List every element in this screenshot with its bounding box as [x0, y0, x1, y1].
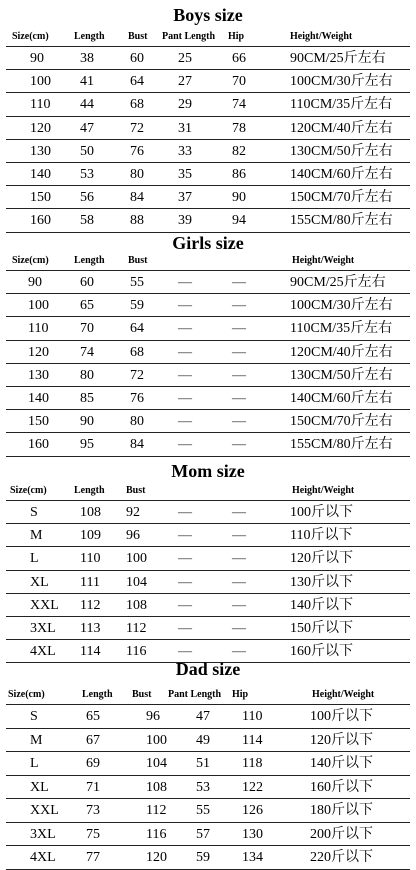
table-cell: —: [178, 621, 192, 636]
table-cell: 160斤以下: [290, 644, 353, 660]
table-cell: 100: [28, 298, 49, 314]
table-cell: 68: [130, 97, 144, 113]
table-cell: 120CM/40斤左右: [290, 344, 393, 360]
table-cell: 100斤以下: [290, 505, 353, 520]
table-cell: 140斤以下: [290, 597, 353, 613]
table-cell: —: [178, 551, 192, 567]
table-cell: 75: [86, 826, 100, 842]
table-cell: 120斤以下: [310, 732, 373, 748]
girls-header-row: [0, 252, 416, 270]
row-divider: [6, 185, 410, 186]
column-header: Size(cm): [8, 689, 45, 700]
header-divider: [6, 704, 410, 705]
table-cell: 4XL: [30, 850, 56, 865]
column-header: Size(cm): [10, 485, 47, 496]
table-cell: 80: [130, 414, 144, 430]
table-cell: 76: [130, 143, 144, 159]
table-cell: 44: [80, 97, 94, 113]
table-cell: 140CM/60斤左右: [290, 391, 393, 406]
table-cell: 110: [30, 97, 51, 113]
table-cell: —: [232, 551, 246, 567]
table-cell: 57: [196, 826, 210, 842]
row-divider: [6, 316, 410, 317]
boys-table-title: Boys size: [173, 5, 243, 25]
table-cell: S: [30, 709, 38, 724]
row-divider: [6, 386, 410, 387]
table-cell: 140: [30, 167, 51, 182]
table-cell: 220斤以下: [310, 850, 373, 865]
table-cell: —: [232, 597, 246, 613]
table-row: [0, 754, 416, 775]
table-row: [0, 343, 416, 363]
table-cell: 118: [242, 756, 263, 771]
table-cell: 160: [28, 437, 49, 453]
dad-header-row: [0, 686, 416, 704]
table-cell: 130CM/50斤左右: [290, 367, 393, 383]
table-row: [0, 389, 416, 409]
table-cell: 29: [178, 97, 192, 113]
table-cell: 111: [80, 574, 100, 590]
table-cell: 130: [30, 143, 51, 159]
table-cell: 47: [196, 709, 210, 724]
table-cell: 59: [196, 850, 210, 865]
table-cell: 134: [242, 850, 263, 865]
table-cell: —: [178, 597, 192, 613]
table-row: [0, 619, 416, 639]
table-cell: —: [232, 574, 246, 590]
table-row: [0, 731, 416, 752]
column-header: Pant Length: [162, 31, 216, 42]
table-row: [0, 596, 416, 616]
table-cell: 3XL: [30, 621, 56, 636]
table-cell: 104: [146, 756, 167, 771]
row-divider: [6, 798, 410, 799]
table-cell: —: [178, 505, 192, 520]
table-cell: 155CM/80斤左右: [290, 437, 393, 453]
table-cell: L: [30, 551, 39, 567]
table-cell: —: [178, 414, 192, 430]
header-divider: [6, 270, 410, 271]
column-header: Length: [74, 31, 105, 42]
table-cell: 70: [80, 321, 94, 337]
row-divider: [6, 456, 410, 457]
table-cell: 49: [196, 732, 210, 748]
table-cell: —: [232, 505, 246, 520]
table-cell: 150: [30, 190, 51, 206]
table-cell: 122: [242, 779, 263, 795]
table-cell: 126: [242, 803, 263, 818]
table-cell: 72: [130, 120, 144, 136]
table-cell: 140CM/60斤左右: [290, 167, 393, 182]
table-cell: 112: [146, 803, 167, 818]
table-cell: 53: [80, 167, 94, 182]
column-header: Hip: [232, 689, 249, 700]
table-cell: 64: [130, 321, 144, 337]
table-cell: 59: [130, 298, 144, 314]
row-divider: [6, 139, 410, 140]
table-cell: —: [178, 298, 192, 314]
row-divider: [6, 775, 410, 776]
table-cell: 60: [80, 275, 94, 290]
table-cell: 38: [80, 51, 94, 66]
table-cell: 104: [126, 574, 147, 590]
table-cell: —: [178, 321, 192, 337]
table-row: [0, 707, 416, 728]
table-cell: 69: [86, 756, 100, 771]
row-divider: [6, 523, 410, 524]
table-cell: 4XL: [30, 644, 56, 660]
table-cell: 56: [80, 190, 94, 206]
table-row: [0, 503, 416, 523]
table-cell: 58: [80, 213, 94, 229]
table-cell: 55: [130, 275, 144, 290]
table-row: [0, 296, 416, 316]
table-cell: 67: [86, 732, 100, 748]
table-cell: 160斤以下: [310, 779, 373, 795]
table-cell: 37: [178, 190, 192, 206]
column-header: Length: [74, 255, 105, 266]
table-cell: 100: [146, 732, 167, 748]
row-divider: [6, 92, 410, 93]
table-cell: —: [232, 621, 246, 636]
table-cell: 80: [130, 167, 144, 182]
table-row: [0, 95, 416, 115]
table-cell: S: [30, 505, 38, 520]
column-header: Size(cm): [12, 31, 49, 42]
table-cell: 88: [130, 213, 144, 229]
table-cell: 100CM/30斤左右: [290, 298, 393, 314]
table-cell: 90: [80, 414, 94, 430]
table-cell: 64: [130, 74, 144, 90]
row-divider: [6, 822, 410, 823]
table-row: [0, 412, 416, 432]
table-cell: 130: [28, 367, 49, 383]
table-cell: XL: [30, 574, 49, 590]
table-cell: L: [30, 756, 39, 771]
table-cell: 86: [232, 167, 246, 182]
table-cell: 41: [80, 74, 94, 90]
table-cell: 200斤以下: [310, 826, 373, 842]
row-divider: [6, 293, 410, 294]
table-cell: 71: [86, 779, 100, 795]
table-cell: 77: [86, 850, 100, 865]
row-divider: [6, 751, 410, 752]
table-cell: 92: [126, 505, 140, 520]
table-cell: 114: [242, 732, 263, 748]
table-row: [0, 72, 416, 92]
table-cell: 82: [232, 143, 246, 159]
table-cell: —: [232, 414, 246, 430]
table-cell: —: [232, 275, 246, 290]
table-cell: 33: [178, 143, 192, 159]
table-cell: 113: [80, 621, 101, 636]
row-divider: [6, 208, 410, 209]
column-header: Height/Weight: [292, 485, 355, 496]
table-cell: 120斤以下: [290, 551, 353, 567]
column-header: Pant Length: [168, 689, 222, 700]
table-row: [0, 848, 416, 869]
column-header: Length: [74, 485, 105, 496]
table-cell: 65: [80, 298, 94, 314]
table-cell: 84: [130, 190, 144, 206]
table-row: [0, 573, 416, 593]
row-divider: [6, 363, 410, 364]
table-cell: 110CM/35斤左右: [290, 321, 393, 337]
table-cell: 72: [130, 367, 144, 383]
table-cell: 68: [130, 344, 144, 360]
table-cell: 27: [178, 74, 192, 90]
table-cell: 116: [126, 644, 147, 660]
table-cell: 90: [30, 51, 44, 66]
row-divider: [6, 162, 410, 163]
table-cell: 84: [130, 437, 144, 453]
table-cell: 55: [196, 803, 210, 818]
table-cell: 140: [28, 391, 49, 406]
table-cell: 35: [178, 167, 192, 182]
mom-header-row: [0, 482, 416, 500]
row-divider: [6, 728, 410, 729]
column-header: Height/Weight: [292, 255, 355, 266]
table-row: [0, 319, 416, 339]
table-row: [0, 273, 416, 293]
table-cell: —: [178, 574, 192, 590]
table-row: [0, 142, 416, 162]
table-cell: —: [178, 391, 192, 406]
row-divider: [6, 845, 410, 846]
table-cell: —: [178, 275, 192, 290]
table-cell: —: [232, 437, 246, 453]
table-cell: —: [232, 321, 246, 337]
table-cell: —: [232, 298, 246, 314]
table-cell: 150CM/70斤左右: [290, 190, 393, 206]
table-cell: 100CM/30斤左右: [290, 74, 393, 90]
table-cell: —: [178, 528, 192, 544]
table-cell: 120: [146, 850, 167, 865]
table-row: [0, 49, 416, 69]
row-divider: [6, 546, 410, 547]
row-divider: [6, 409, 410, 410]
table-cell: 110: [242, 709, 263, 724]
table-row: [0, 435, 416, 455]
table-cell: —: [178, 344, 192, 360]
table-row: [0, 825, 416, 846]
table-cell: 25: [178, 51, 192, 66]
column-header: Hip: [228, 31, 245, 42]
table-cell: 51: [196, 756, 210, 771]
row-divider: [6, 340, 410, 341]
table-cell: 100: [30, 74, 51, 90]
table-cell: 90: [28, 275, 42, 290]
table-cell: 130CM/50斤左右: [290, 143, 393, 159]
column-header: Size(cm): [12, 255, 49, 266]
table-cell: —: [232, 391, 246, 406]
table-cell: 112: [80, 597, 101, 613]
table-cell: XXL: [30, 803, 59, 818]
table-cell: 31: [178, 120, 192, 136]
table-cell: 95: [80, 437, 94, 453]
table-cell: 76: [130, 391, 144, 406]
table-cell: 114: [80, 644, 101, 660]
table-cell: 120CM/40斤左右: [290, 120, 393, 136]
table-cell: 109: [80, 528, 101, 544]
table-cell: 90CM/25斤左右: [290, 275, 386, 290]
girls-table-title: Girls size: [172, 233, 244, 253]
table-row: [0, 188, 416, 208]
table-cell: —: [178, 644, 192, 660]
table-cell: 110CM/35斤左右: [290, 97, 393, 113]
table-row: [0, 119, 416, 139]
table-cell: 110: [80, 551, 101, 567]
row-divider: [6, 116, 410, 117]
table-cell: XXL: [30, 597, 59, 613]
table-row: [0, 549, 416, 569]
table-cell: 90: [232, 190, 246, 206]
table-cell: 160: [30, 213, 51, 229]
table-cell: —: [232, 367, 246, 383]
row-divider: [6, 69, 410, 70]
table-row: [0, 211, 416, 231]
table-cell: 150CM/70斤左右: [290, 414, 393, 430]
table-cell: 74: [232, 97, 246, 113]
table-cell: —: [178, 437, 192, 453]
dad-table-title: Dad size: [175, 659, 241, 679]
table-cell: 100: [126, 551, 147, 567]
table-cell: 3XL: [30, 826, 56, 842]
table-cell: 112: [126, 621, 147, 636]
table-cell: —: [178, 367, 192, 383]
table-cell: 78: [232, 120, 246, 136]
table-cell: 65: [86, 709, 100, 724]
table-cell: 110: [28, 321, 49, 337]
table-cell: 70: [232, 74, 246, 90]
row-divider: [6, 570, 410, 571]
header-divider: [6, 46, 410, 47]
table-cell: M: [30, 528, 43, 544]
table-cell: —: [232, 344, 246, 360]
table-cell: 150斤以下: [290, 621, 353, 636]
table-cell: 150: [28, 414, 49, 430]
table-cell: 180斤以下: [310, 803, 373, 818]
table-row: [0, 165, 416, 185]
table-row: [0, 801, 416, 822]
table-cell: —: [232, 528, 246, 544]
table-cell: 66: [232, 51, 246, 66]
table-cell: 90CM/25斤左右: [290, 51, 386, 66]
header-divider: [6, 500, 410, 501]
table-cell: 74: [80, 344, 94, 360]
table-cell: 50: [80, 143, 94, 159]
table-cell: 39: [178, 213, 192, 229]
table-cell: —: [232, 644, 246, 660]
row-divider: [6, 593, 410, 594]
row-divider: [6, 616, 410, 617]
column-header: Height/Weight: [290, 31, 353, 42]
column-header: Bust: [132, 689, 152, 700]
table-cell: 140斤以下: [310, 756, 373, 771]
table-cell: 60: [130, 51, 144, 66]
column-header: Bust: [128, 255, 148, 266]
column-header: Height/Weight: [312, 689, 375, 700]
table-cell: 96: [126, 528, 140, 544]
table-cell: 85: [80, 391, 94, 406]
table-cell: 96: [146, 709, 160, 724]
boys-header-row: [0, 28, 416, 46]
table-cell: 130: [242, 826, 263, 842]
table-row: [0, 526, 416, 546]
row-divider: [6, 639, 410, 640]
table-cell: 53: [196, 779, 210, 795]
table-cell: XL: [30, 779, 49, 795]
table-cell: 120: [28, 344, 49, 360]
table-cell: 47: [80, 120, 94, 136]
table-cell: 110斤以下: [290, 528, 353, 544]
mom-table-title: Mom size: [171, 461, 245, 481]
table-cell: 108: [126, 597, 147, 613]
table-cell: 130斤以下: [290, 574, 353, 590]
table-cell: 155CM/80斤左右: [290, 213, 393, 229]
table-row: [0, 778, 416, 799]
table-cell: 80: [80, 367, 94, 383]
table-cell: 120: [30, 120, 51, 136]
table-row: [0, 366, 416, 386]
table-cell: 116: [146, 826, 167, 842]
row-divider: [6, 869, 410, 870]
table-cell: 94: [232, 213, 246, 229]
table-cell: 108: [146, 779, 167, 795]
table-cell: 73: [86, 803, 100, 818]
column-header: Length: [82, 689, 113, 700]
table-cell: 108: [80, 505, 101, 520]
table-cell: 100斤以下: [310, 709, 373, 724]
column-header: Bust: [126, 485, 146, 496]
column-header: Bust: [128, 31, 148, 42]
row-divider: [6, 432, 410, 433]
table-cell: M: [30, 732, 43, 748]
